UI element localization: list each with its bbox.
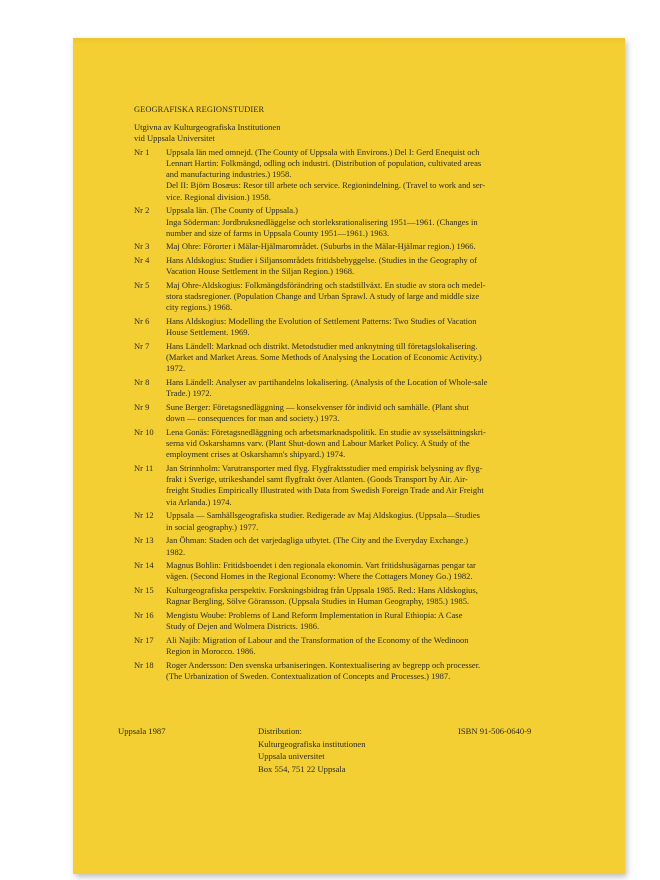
- entry-number: Nr 11: [134, 463, 154, 474]
- entry-text: [166, 427, 564, 461]
- entry-line: (The Urbanization of Sweden. Contextualization of Concepts and Processes.) 1987.: [166, 671, 451, 682]
- series-entry: [134, 610, 564, 632]
- series-entry: [134, 280, 564, 314]
- entry-text: [166, 241, 564, 252]
- entry-line: House Settlement. 1969.: [166, 327, 250, 338]
- entry-line: Maj Ohre-Aldskogius: Folkmängdsförändring och stadstillväxt. En studie av stora och medel-: [166, 280, 486, 291]
- series-entry: [134, 341, 564, 375]
- entry-number: Nr 5: [134, 280, 150, 291]
- cover-top-edge: [73, 38, 625, 44]
- entry-line: Jan Öhman: Staden och det varjedagliga utbytet. (The City and the Everyday Exchange.): [166, 535, 469, 546]
- entry-line: Ali Najib: Migration of Labour and the Transformation of the Economy of the Wedinoon: [166, 634, 469, 645]
- entry-line: vägen. (Second Homes in the Regional Economy: Where the Cottagers Money Go.) 1982.: [166, 571, 473, 582]
- distribution-line: Distribution:: [258, 726, 302, 736]
- entry-line: Uppsala län med omnejd. (The County of Uppsala with Environs.) Del I: Gerd Enequist och: [166, 146, 480, 157]
- distribution-line: Kulturgeografiska institutionen: [258, 738, 366, 749]
- entry-number: Nr 9: [134, 402, 150, 413]
- entry-line: in social geography.) 1977.: [166, 521, 259, 532]
- footer-distribution: [258, 725, 366, 775]
- entry-text: [166, 510, 564, 532]
- entry-line: vice. Regional division.) 1958.: [166, 191, 271, 202]
- entry-line: Vacation House Settlement in the Siljan Region.) 1968.: [166, 266, 355, 277]
- entry-number: Nr 7: [134, 341, 150, 352]
- entry-line: number and size of farms in Uppsala County 1951—1961.) 1963.: [166, 227, 390, 238]
- entry-text: [166, 341, 564, 375]
- series-title: GEOGRAFISKA REGIONSTUDIER: [134, 105, 265, 114]
- entry-line: Uppsala — Samhällsgeografiska studier. Redigerade av Maj Aldskogius. (Uppsala—Studies: [166, 510, 480, 521]
- entry-line: Maj Ohre: Förorter i Mälar-Hjälmarområdet. (Suburbs in the Mälar-Hjälmar region.) 1966.: [166, 241, 476, 252]
- entry-text: [166, 610, 564, 632]
- entry-line: Hans Aldskogius: Studier i Siljansområdets fritidsbebyggelse. (Studies in the Geography of: [166, 255, 477, 266]
- series-entry: [134, 402, 564, 424]
- entry-text: [166, 316, 564, 338]
- entry-line: Study of Dejen and Wolmera Districts. 1986.: [166, 621, 320, 632]
- series-entry: [134, 660, 564, 682]
- entry-text: [166, 205, 564, 239]
- series-entry: [134, 241, 564, 252]
- entry-number: Nr 17: [134, 634, 154, 645]
- entry-number: Nr 8: [134, 377, 150, 388]
- entry-text: [166, 255, 564, 277]
- entry-line: (Market and Market Areas. Some Methods of Analysing the Location of Economic Activity.): [166, 352, 482, 363]
- entry-number: Nr 14: [134, 560, 154, 571]
- entry-line: Hans Ländell: Marknad och distrikt. Metodstudier med anknytning till företagslokalisering.: [166, 341, 478, 352]
- entry-number: Nr 12: [134, 510, 154, 521]
- series-entry: [134, 585, 564, 607]
- series-entry: [134, 255, 564, 277]
- entry-line: 1972.: [166, 363, 186, 374]
- distribution-line: Box 554, 751 22 Uppsala: [258, 763, 346, 774]
- entry-number: Nr 15: [134, 585, 154, 596]
- entry-text: [166, 377, 564, 399]
- entry-line: Lena Gonäs: Företagsnedläggning och arbetsmarknadspolitik. En studie av sysselsättningskri-: [166, 426, 486, 437]
- entry-line: Mengistu Woube: Problems of Land Reform Implementation in Rural Ethiopia: A Case: [166, 610, 463, 621]
- entry-line: Uppsala län. (The County of Uppsala.): [166, 205, 298, 216]
- entry-line: serna vid Oskarshamns varv. (Plant Shut-down and Labour Market Policy. A Study of the: [166, 438, 470, 449]
- publisher-block: [134, 122, 564, 144]
- entry-line: Magnus Bohlin: Fritidsboendet i den regionala ekonomin. Vart fritidshusägarnas pengar tar: [166, 560, 476, 571]
- entry-number: Nr 10: [134, 426, 154, 437]
- entry-text: [166, 463, 564, 508]
- entry-line: Hans Ländell: Analyser av partihandelns lokalisering. (Analysis of the Location of Whole-sale: [166, 377, 488, 388]
- entry-text: [166, 280, 564, 314]
- publisher-line: Utgivna av Kulturgeografiska Institutionen: [134, 122, 281, 133]
- entry-line: Trade.) 1972.: [166, 388, 212, 399]
- entry-line: Sune Berger: Företagsnedläggning — konsekvenser för individ och samhälle. (Plant shut: [166, 402, 469, 413]
- entry-number: Nr 18: [134, 659, 154, 670]
- publisher-line: vid Uppsala Universitet: [134, 133, 215, 143]
- entry-line: Ragnar Bergling, Sölve Göransson. (Uppsala Studies in Human Geography, 1985.) 1985.: [166, 596, 470, 607]
- entry-line: and manufacturing industries.) 1958.: [166, 169, 292, 180]
- series-entry: [134, 205, 564, 239]
- series-listing: [134, 104, 564, 685]
- entry-line: employment crises at Oskarshamn's shipyard.) 1974.: [166, 449, 346, 460]
- entry-line: Kulturgeografiska perspektiv. Forskningsbidrag från Uppsala 1985. Red.: Hans Aldskogius,: [166, 585, 478, 596]
- series-entry: [134, 463, 564, 508]
- entry-text: [166, 402, 564, 424]
- entry-line: Lennart Hartin: Folkmängd, odling och industri. (Distribution of population, cultivated areas: [166, 158, 482, 168]
- entry-number: Nr 16: [134, 610, 154, 621]
- series-entry: [134, 377, 564, 399]
- entry-line: Del II: Björn Bosæus: Resor till arbete och service. Regionindelning. (Travel to work and ser-: [166, 180, 486, 191]
- entry-line: Region in Morocco. 1986.: [166, 646, 256, 657]
- footer-place-year: Uppsala 1987: [118, 726, 166, 736]
- entry-line: Inga Söderman: Jordbruksnedläggelse och storleksrationalisering 1951—1961. (Changes in: [166, 216, 478, 227]
- entry-text: [166, 635, 564, 657]
- entry-text: [166, 147, 564, 203]
- series-entry: [134, 560, 564, 582]
- distribution-line: Uppsala universitet: [258, 751, 325, 761]
- entry-text: [166, 535, 564, 557]
- entry-line: Roger Andersson: Den svenska urbaniseringen. Kontextualisering av begrepp och processer.: [166, 659, 481, 670]
- entry-text: [166, 660, 564, 682]
- entries-list: [134, 147, 564, 682]
- series-entry: [134, 635, 564, 657]
- series-entry: [134, 535, 564, 557]
- entry-line: down — consequences for man and society.) 1973.: [166, 413, 340, 424]
- entry-number: Nr 1: [134, 146, 150, 157]
- series-entry: [134, 510, 564, 532]
- entry-number: Nr 4: [134, 255, 150, 266]
- entry-number: Nr 6: [134, 316, 150, 327]
- entry-text: [166, 560, 564, 582]
- entry-line: frakt i Sverige, utrikeshandel samt flygfrakt över Atlanten. (Goods Transport by Air. Air-: [166, 474, 468, 485]
- entry-line: freight Studies Empirically Illustrated with Data from Swedish Foreign Trade and Air Freight: [166, 485, 484, 496]
- entry-number: Nr 13: [134, 535, 154, 546]
- entry-line: 1982.: [166, 546, 186, 557]
- entry-line: city regions.) 1968.: [166, 302, 233, 313]
- entry-line: stora stadsregioner. (Population Change and Urban Sprawl. A study of large and middle size: [166, 291, 480, 302]
- entry-line: Jan Strinnholm: Varutransporter med flyg. Flygfraktsstudier med empirisk belysning av flyg-: [166, 463, 483, 474]
- entry-number: Nr 2: [134, 205, 150, 216]
- entry-text: [166, 585, 564, 607]
- entry-number: Nr 3: [134, 241, 150, 252]
- entry-line: via Arlanda.) 1974.: [166, 496, 232, 507]
- footer-isbn: ISBN 91-506-0640-9: [458, 726, 532, 736]
- entry-line: Hans Aldskogius: Modelling the Evolution of Settlement Patterns: Two Studies of Vacation: [166, 316, 477, 327]
- series-entry: [134, 316, 564, 338]
- series-entry: [134, 427, 564, 461]
- series-entry: [134, 147, 564, 203]
